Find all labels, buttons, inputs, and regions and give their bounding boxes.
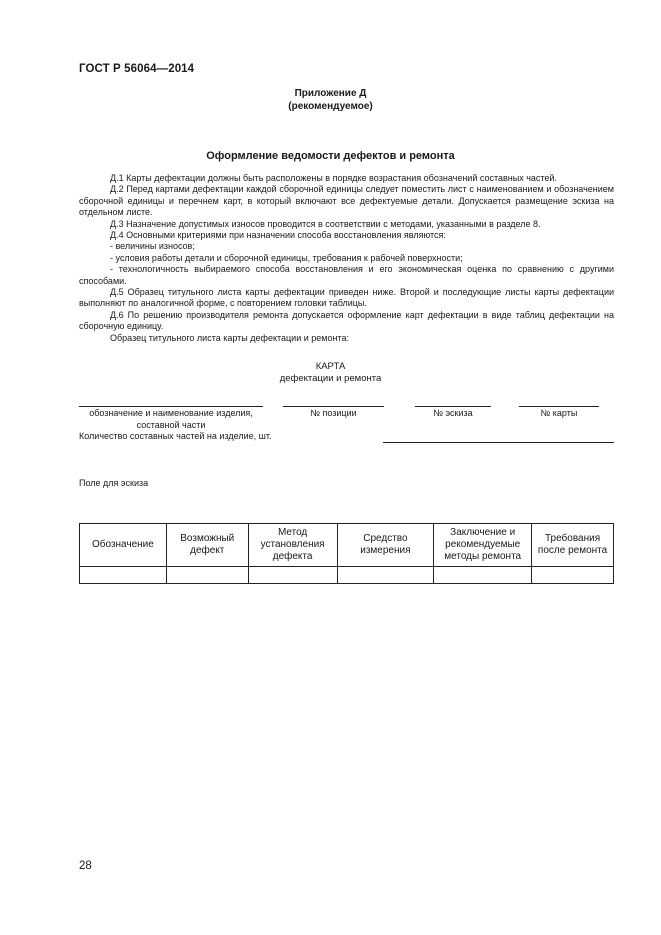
appendix-status: (рекомендуемое)	[288, 101, 373, 112]
table-cell	[80, 567, 167, 584]
table-header-row	[80, 524, 614, 567]
quantity-field-line	[383, 442, 614, 443]
document-standard-code: ГОСТ Р 56064—2014	[79, 63, 195, 75]
list-item-wear: - величины износов;	[110, 241, 195, 252]
list-item-conditions: - условия работы детали и сборочной единицы, требования к рабочей поверхности;	[110, 252, 463, 263]
paragraph-d5: Д.5 Образец титульного листа карты дефектации приведен ниже. Второй и последующие листы карты дефектации выполняют по аналогичной форме, с повторением головки таблицы.	[79, 287, 614, 309]
card-number-field-line	[519, 406, 599, 407]
position-field-label: № позиции	[310, 408, 357, 418]
table-row	[80, 567, 614, 584]
page-number: 28	[79, 860, 92, 872]
paragraph-d3: Д.3 Назначение допустимых износов проводится в соответствии с методами, указанными в разделе 8.	[110, 218, 541, 229]
table-cell	[248, 567, 337, 584]
paragraph-d4: Д.4 Основными критериями при назначении способа восстановления являются:	[110, 230, 446, 241]
paragraph-d6: Д.6 По решению производителя ремонта допускается оформление карт дефектации в виде таблиц дефектации на сборочную единицу.	[79, 309, 614, 332]
table-cell	[166, 567, 248, 584]
paragraph-sample-intro: Образец титульного листа карты дефектации и ремонта:	[110, 332, 349, 343]
column-header-measuring-tool: Средство измерения	[337, 524, 434, 567]
position-field-line	[283, 406, 384, 407]
column-header-detection-method: Метод установления дефекта	[248, 524, 337, 567]
section-title: Оформление ведомости дефектов и ремонта	[206, 150, 455, 162]
sketch-number-field-label: № эскиза	[433, 408, 473, 418]
card-title: КАРТА	[315, 361, 346, 372]
column-header-repair-conclusion: Заключение и рекомендуемые методы ремонта	[434, 524, 532, 567]
name-field-label-2: составной части	[136, 420, 206, 430]
table-cell	[532, 567, 614, 584]
table-cell	[337, 567, 434, 584]
quantity-label: Количество составных частей на изделие, шт.	[79, 431, 272, 441]
column-header-post-repair-requirements: Требования после ремонта	[532, 524, 614, 567]
paragraph-d1: Д.1 Карты дефектации должны быть расположены в порядке возрастания обозначений составных частей.	[110, 173, 557, 183]
sketch-field-label: Поле для эскиза	[79, 478, 149, 488]
defect-table	[79, 523, 614, 584]
appendix-title: Приложение Д	[294, 88, 367, 99]
name-field-label-1: обозначение и наименование изделия,	[89, 408, 253, 418]
card-subtitle: дефектации и ремонта	[279, 373, 382, 384]
list-item-manufacturability: - технологичность выбираемого способа восстановления и его экономическая оценка по сравнению с другими способами.	[79, 264, 614, 286]
paragraph-d2: Д.2 Перед картами дефектации каждой сборочной единицы следует поместить лист с наименованием и обозначением сборочной единицы и перечнем карт, в который включают все дефектуемые детали. Допускается размещение эскиза на отдельном листе.	[79, 184, 614, 218]
column-header-defect: Возможный дефект	[166, 524, 248, 567]
card-number-field-label: № карты	[540, 408, 578, 418]
name-field-line	[79, 406, 263, 407]
table-cell	[434, 567, 532, 584]
column-header-designation: Обозначение	[80, 524, 167, 567]
body-text	[79, 173, 614, 344]
sketch-number-field-line	[415, 406, 491, 407]
